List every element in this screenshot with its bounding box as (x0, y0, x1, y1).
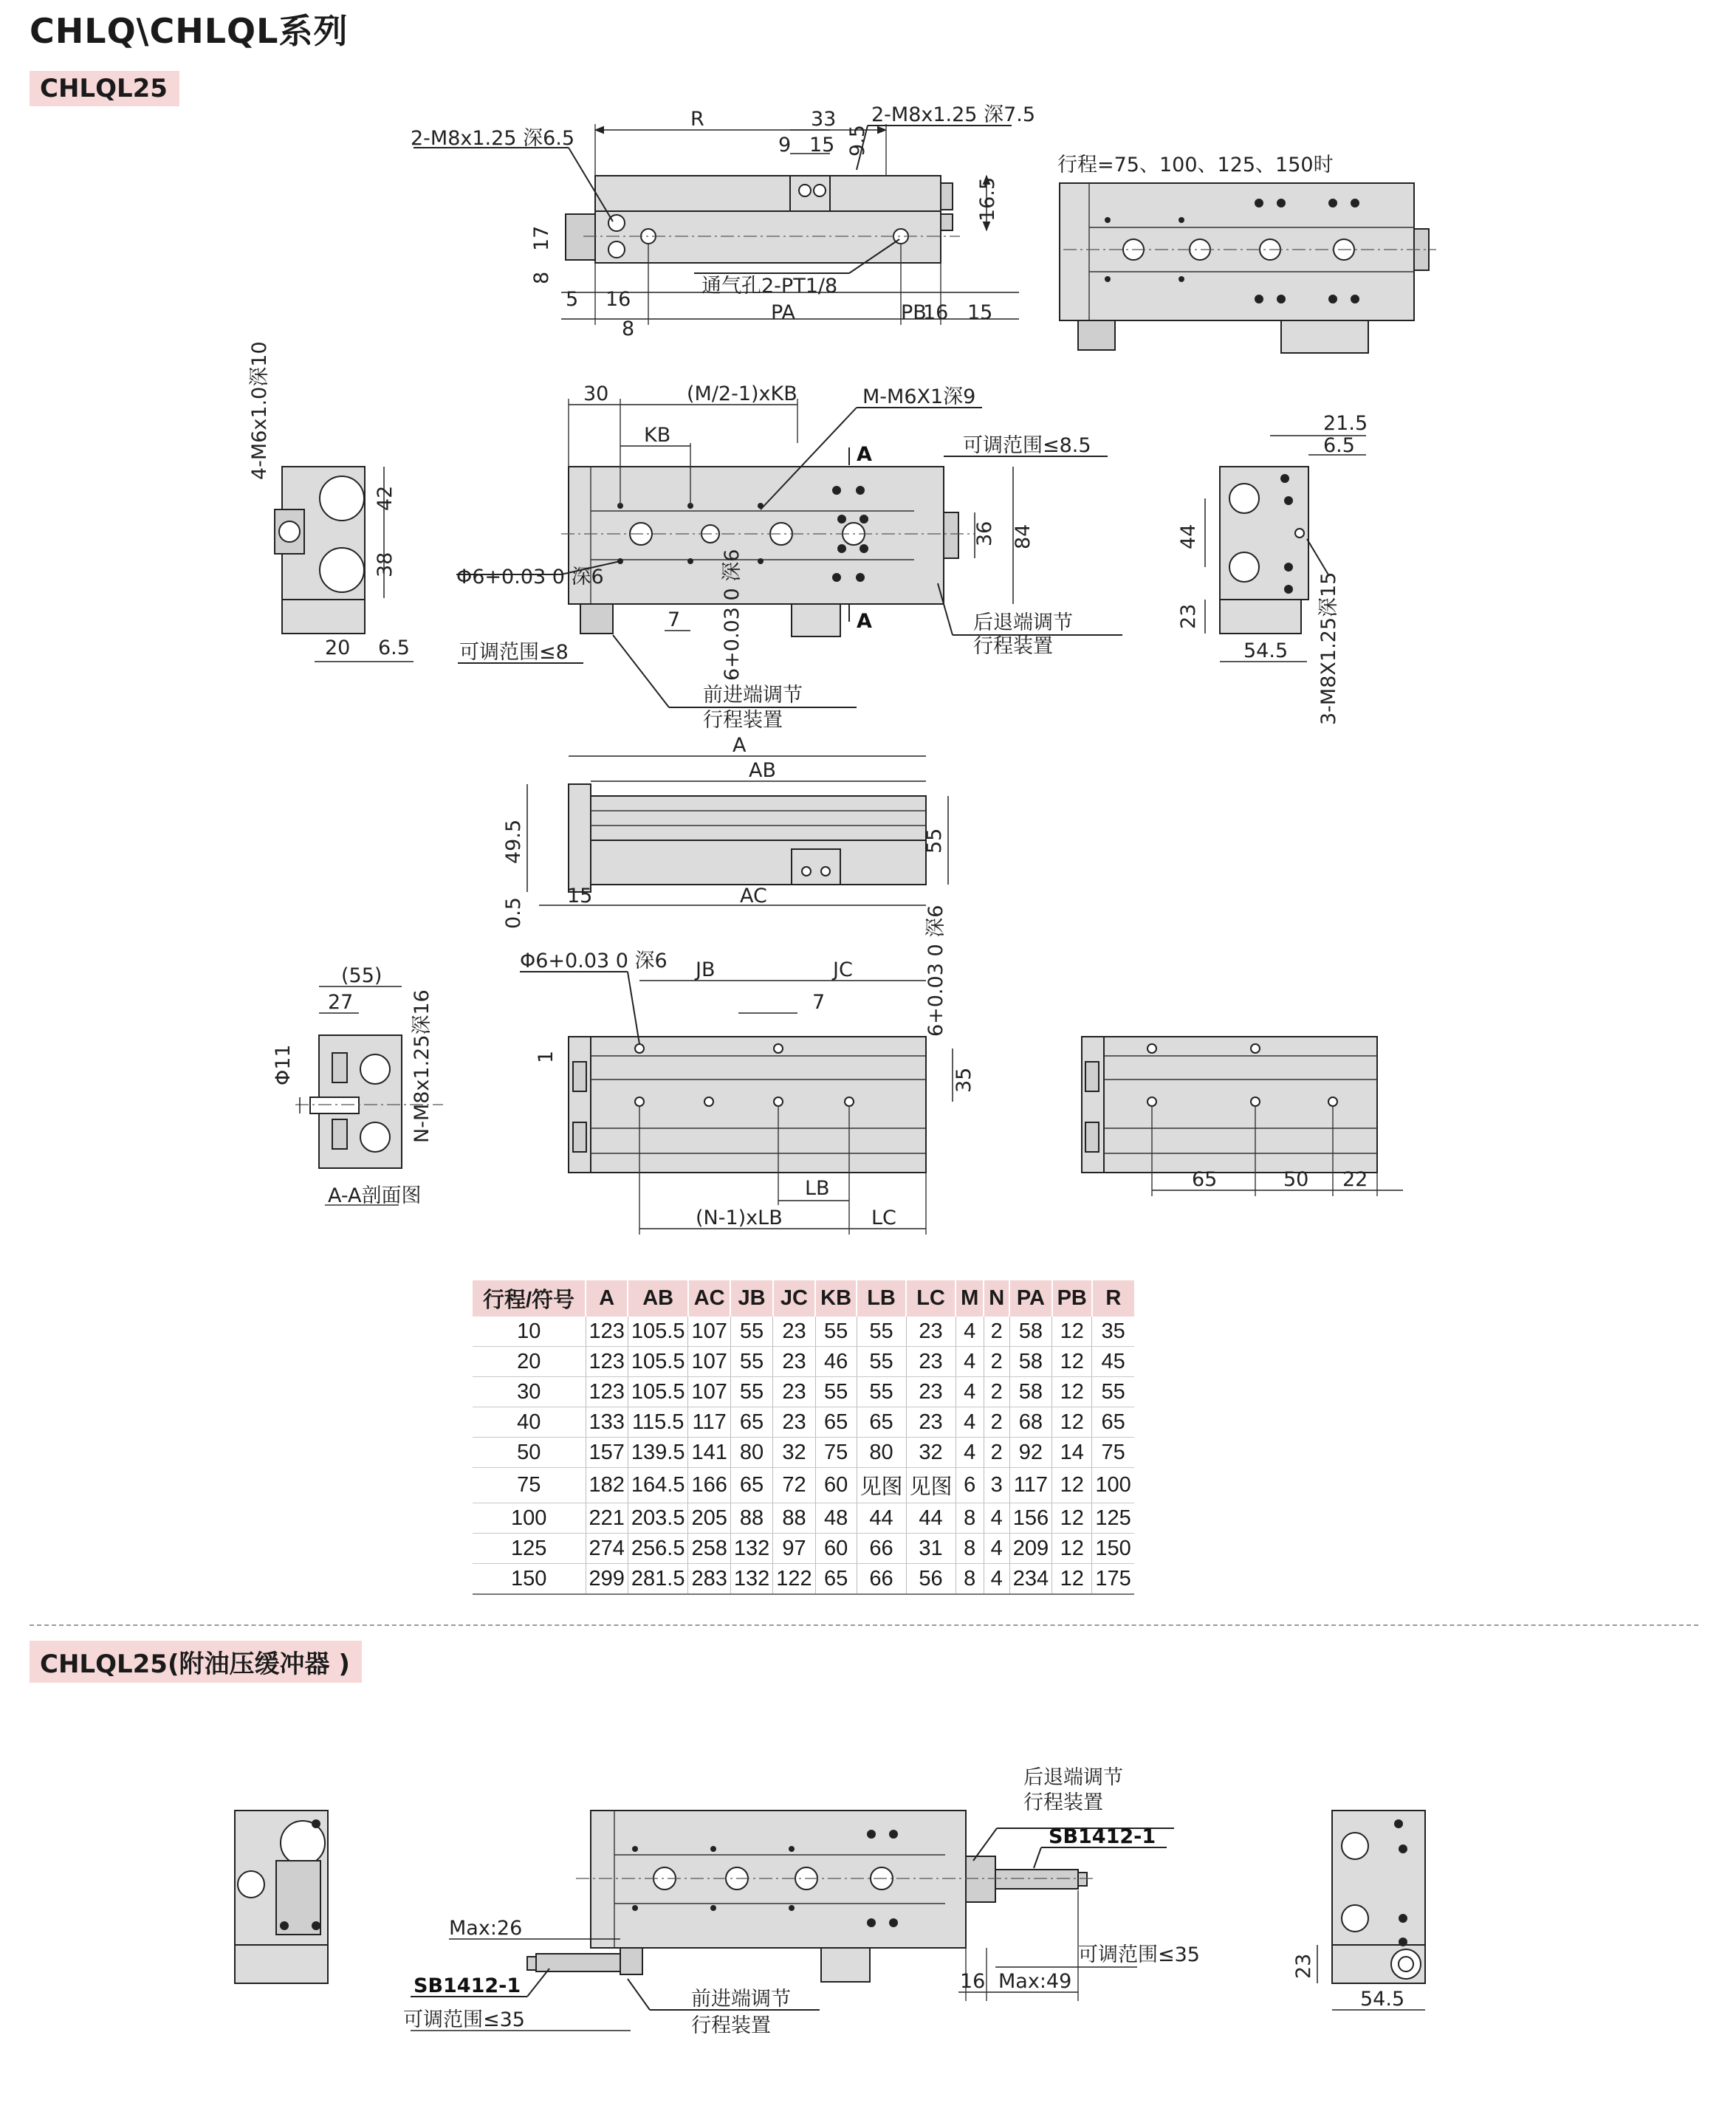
table-cell: 107 (688, 1317, 730, 1347)
table-cell: 209 (1009, 1534, 1051, 1564)
table-cell: 123 (586, 1317, 628, 1347)
table-cell: 35 (1092, 1317, 1134, 1347)
dim-PA: PA (771, 301, 796, 324)
dim-55p: (55) (341, 964, 382, 987)
adj-back: 可调范围≤8.5 (963, 434, 1091, 457)
dim-35: 35 (953, 1067, 975, 1093)
section-mark-bottom: A (857, 610, 872, 633)
dim-7b: 7 (812, 991, 826, 1014)
table-cell: 23 (906, 1407, 956, 1438)
table-cell: 60 (815, 1534, 857, 1564)
table-cell: 2 (984, 1377, 1009, 1407)
table-cell: 55 (857, 1317, 906, 1347)
table-cell: 65 (1092, 1407, 1134, 1438)
plan-view (456, 382, 1122, 732)
bottom-view (520, 905, 975, 1235)
right-end-view (1177, 412, 1368, 725)
section-title-chlql25: CHLQL25 (30, 71, 179, 106)
shock-left-end (235, 1811, 328, 1983)
column-header: N (984, 1280, 1009, 1317)
table-cell: 100 (473, 1503, 586, 1534)
right-end-tap: 3-M8X1.25深15 (1317, 572, 1340, 725)
dim-NLB: (N-1)xLB (696, 1207, 783, 1229)
table-cell: 281.5 (628, 1564, 688, 1595)
dim-0-5: 0.5 (502, 897, 525, 929)
table-cell: 132 (730, 1534, 772, 1564)
dim-23-shock: 23 (1292, 1953, 1315, 1979)
tap-right: 2-M8x1.25 深7.5 (871, 103, 1036, 126)
column-header: LB (857, 1280, 906, 1317)
section-tap: N-M8x1.25深16 (411, 989, 433, 1143)
table-cell: 12 (1052, 1564, 1092, 1595)
table-cell: 55 (815, 1377, 857, 1407)
table-cell: 205 (688, 1503, 730, 1534)
dim-84: 84 (1012, 524, 1035, 549)
table-cell: 65 (815, 1564, 857, 1595)
table-cell: 32 (773, 1438, 815, 1468)
dim-16b: 16 (923, 301, 949, 324)
spec-table (473, 1280, 1134, 1595)
table-cell: 141 (688, 1438, 730, 1468)
column-header: JC (773, 1280, 815, 1317)
stroke-note: 行程=75、100、125、150时 (1057, 154, 1334, 176)
table-cell: 55 (730, 1377, 772, 1407)
table-cell: 23 (773, 1407, 815, 1438)
dim-7: 7 (668, 608, 681, 631)
left-end-view (248, 341, 414, 662)
table-cell: 75 (815, 1438, 857, 1468)
table-cell: 55 (730, 1347, 772, 1377)
table-cell: 80 (857, 1438, 906, 1468)
dim-44: 44 (1177, 524, 1200, 549)
table-cell: 23 (906, 1317, 956, 1347)
phi-11: Φ11 (272, 1044, 295, 1085)
dim-54-5: 54.5 (1243, 639, 1289, 662)
dim-AB: AB (749, 759, 776, 782)
table-cell: 68 (1009, 1407, 1051, 1438)
column-header: A (586, 1280, 628, 1317)
column-header: 行程/符号 (473, 1280, 586, 1317)
column-header: KB (815, 1280, 857, 1317)
dim-8a: 8 (530, 271, 553, 284)
table-cell: 40 (473, 1407, 586, 1438)
table-cell: 274 (586, 1534, 628, 1564)
column-header: AB (628, 1280, 688, 1317)
pin-tol-bottom: 6+0.03 0 深6 (924, 905, 947, 1037)
table-row (473, 1377, 1134, 1407)
table-cell: 2 (984, 1438, 1009, 1468)
table-cell: 见图 (906, 1468, 956, 1503)
table-cell: 105.5 (628, 1347, 688, 1377)
table-cell: 55 (857, 1347, 906, 1377)
table-cell: 100 (1092, 1468, 1134, 1503)
table-cell: 123 (586, 1377, 628, 1407)
dim-36: 36 (973, 521, 996, 546)
table-cell: 2 (984, 1407, 1009, 1438)
pin-tol: 6+0.03 0 深6 (721, 549, 744, 681)
spec-table-header (473, 1280, 1134, 1317)
dim-AC: AC (740, 885, 767, 907)
column-header: PA (1009, 1280, 1051, 1317)
dim-16-shock: 16 (960, 1970, 986, 1993)
table-cell: 见图 (857, 1468, 906, 1503)
table-cell: 12 (1052, 1377, 1092, 1407)
table-cell: 203.5 (628, 1503, 688, 1534)
table-cell: 107 (688, 1377, 730, 1407)
table-cell: 23 (906, 1347, 956, 1377)
table-cell: 80 (730, 1438, 772, 1468)
table-cell: 92 (1009, 1438, 1051, 1468)
table-row (473, 1438, 1134, 1468)
table-cell: 122 (773, 1564, 815, 1595)
table-cell: 2 (984, 1347, 1009, 1377)
front-adj-1: 前进端调节 (703, 684, 803, 707)
table-cell: 46 (815, 1347, 857, 1377)
absorber-left: SB1412-1 (414, 1974, 521, 1997)
front-adj-2: 行程装置 (703, 709, 783, 732)
table-cell: 55 (857, 1377, 906, 1407)
adj-front: 可调范围≤8 (459, 641, 569, 664)
dim-50: 50 (1283, 1168, 1309, 1191)
table-cell: 283 (688, 1564, 730, 1595)
dim-30: 30 (583, 382, 609, 405)
table-cell: 65 (730, 1468, 772, 1503)
dim-22: 22 (1342, 1168, 1368, 1191)
dim-65: 65 (1192, 1168, 1218, 1191)
table-cell: 75 (473, 1468, 586, 1503)
adj-right: 可调范围≤35 (1078, 1943, 1200, 1966)
table-cell: 72 (773, 1468, 815, 1503)
dim-JC: JC (833, 958, 853, 981)
table-cell: 10 (473, 1317, 586, 1347)
dim-LC: LC (871, 1207, 896, 1229)
adj-left: 可调范围≤35 (403, 2008, 525, 2031)
table-cell: 4 (956, 1347, 984, 1377)
dim-mkb: (M/2-1)xKB (687, 382, 797, 405)
table-cell: 156 (1009, 1503, 1051, 1534)
table-cell: 125 (1092, 1503, 1134, 1534)
table-cell: 58 (1009, 1317, 1051, 1347)
table-cell: 55 (1092, 1377, 1134, 1407)
dim-15: 15 (809, 134, 835, 157)
table-cell: 4 (984, 1503, 1009, 1534)
table-cell: 150 (473, 1564, 586, 1595)
dim-54-5-shock: 54.5 (1360, 1988, 1405, 2011)
table-row (473, 1347, 1134, 1377)
dim-LB: LB (805, 1177, 830, 1200)
table-cell: 8 (956, 1503, 984, 1534)
table-cell: 3 (984, 1468, 1009, 1503)
table-cell: 56 (906, 1564, 956, 1595)
table-cell: 88 (730, 1503, 772, 1534)
table-cell: 23 (906, 1377, 956, 1407)
table-cell: 44 (906, 1503, 956, 1534)
table-cell: 12 (1052, 1468, 1092, 1503)
spec-table-body (473, 1317, 1134, 1594)
table-cell: 4 (984, 1534, 1009, 1564)
dim-17: 17 (530, 225, 553, 251)
shock-right-end (1292, 1811, 1425, 2011)
table-cell: 132 (730, 1564, 772, 1595)
max-49: Max:49 (998, 1970, 1072, 1993)
rear-adj-2: 行程装置 (973, 635, 1053, 658)
dim-15b: 15 (967, 301, 993, 324)
table-cell: 221 (586, 1503, 628, 1534)
dim-5: 5 (566, 288, 579, 311)
dim-PB: PB (901, 301, 927, 324)
table-cell: 175 (1092, 1564, 1134, 1595)
table-cell: 4 (956, 1407, 984, 1438)
table-cell: 12 (1052, 1347, 1092, 1377)
shock-front-adj-2: 行程装置 (691, 2014, 771, 2037)
section-mark-top: A (857, 443, 872, 466)
table-cell: 23 (773, 1317, 815, 1347)
table-cell: 2 (984, 1317, 1009, 1347)
table-cell: 12 (1052, 1534, 1092, 1564)
bottom-right-view (1082, 1037, 1403, 1196)
table-cell: 65 (730, 1407, 772, 1438)
dim-33: 33 (811, 108, 837, 131)
table-cell: 117 (688, 1407, 730, 1438)
table-cell: 58 (1009, 1377, 1051, 1407)
dim-R: R (690, 108, 704, 131)
table-cell: 12 (1052, 1317, 1092, 1347)
table-cell: 164.5 (628, 1468, 688, 1503)
table-cell: 258 (688, 1534, 730, 1564)
table-cell: 105.5 (628, 1377, 688, 1407)
dim-55: 55 (923, 828, 946, 854)
dim-16-5: 16.5 (976, 176, 999, 222)
table-cell: 65 (857, 1407, 906, 1438)
plan-tap: M-M6X1深9 (862, 385, 976, 408)
dim-JB: JB (696, 958, 716, 981)
table-cell: 55 (730, 1317, 772, 1347)
dim-9: 9 (778, 134, 792, 157)
dim-21-5: 21.5 (1323, 412, 1368, 435)
side-view (502, 734, 948, 929)
table-cell: 115.5 (628, 1407, 688, 1438)
table-cell: 97 (773, 1534, 815, 1564)
shock-plan-view (403, 1766, 1200, 2037)
max-26: Max:26 (449, 1917, 523, 1940)
table-cell: 45 (1092, 1347, 1134, 1377)
phi-hole: Φ6+0.03 0 深6 (456, 566, 604, 588)
shock-front-adj-1: 前进端调节 (691, 1988, 791, 2011)
table-cell: 32 (906, 1438, 956, 1468)
table-cell: 44 (857, 1503, 906, 1534)
table-cell: 8 (956, 1564, 984, 1595)
table-cell: 65 (815, 1407, 857, 1438)
table-row (473, 1503, 1134, 1534)
dim-15s: 15 (567, 885, 593, 907)
section-caption: A-A剖面图 (328, 1184, 422, 1207)
table-cell: 150 (1092, 1534, 1134, 1564)
table-cell: 4 (984, 1564, 1009, 1595)
table-row (473, 1534, 1134, 1564)
table-cell: 139.5 (628, 1438, 688, 1468)
dim-1: 1 (535, 1050, 557, 1063)
table-row (473, 1407, 1134, 1438)
shock-rear-adj-2: 行程装置 (1023, 1791, 1103, 1814)
top-view (411, 103, 1035, 340)
table-cell: 20 (473, 1347, 586, 1377)
column-header: JB (730, 1280, 772, 1317)
table-cell: 123 (586, 1347, 628, 1377)
table-cell: 6 (956, 1468, 984, 1503)
dim-6-5r: 6.5 (1323, 434, 1355, 457)
table-cell: 66 (857, 1534, 906, 1564)
tap-left: 2-M8x1.25 深6.5 (411, 127, 575, 150)
dim-A: A (733, 734, 747, 757)
table-cell: 182 (586, 1468, 628, 1503)
column-header: AC (688, 1280, 730, 1317)
dim-kb: KB (644, 424, 671, 447)
left-end-tap: 4-M6x1.0深10 (248, 341, 271, 480)
section-view (272, 964, 443, 1207)
page-title: CHLQ\CHLQL系列 (30, 11, 349, 51)
table-row (473, 1564, 1134, 1595)
dim-38: 38 (374, 552, 397, 577)
column-header: R (1092, 1280, 1134, 1317)
table-cell: 4 (956, 1317, 984, 1347)
table-row (473, 1317, 1134, 1347)
table-cell: 117 (1009, 1468, 1051, 1503)
table-cell: 4 (956, 1438, 984, 1468)
table-cell: 60 (815, 1468, 857, 1503)
table-cell: 55 (815, 1317, 857, 1347)
shock-rear-adj-1: 后退端调节 (1023, 1766, 1123, 1789)
dim-27: 27 (328, 991, 354, 1014)
table-cell: 30 (473, 1377, 586, 1407)
table-cell: 4 (956, 1377, 984, 1407)
table-cell: 12 (1052, 1407, 1092, 1438)
table-row (473, 1468, 1134, 1503)
top-right-view (1057, 154, 1436, 353)
dim-42: 42 (374, 485, 397, 511)
dim-6-5: 6.5 (378, 636, 410, 659)
table-cell: 105.5 (628, 1317, 688, 1347)
vent-label: 通气孔2-PT1/8 (701, 275, 838, 298)
table-cell: 88 (773, 1503, 815, 1534)
table-cell: 125 (473, 1534, 586, 1564)
table-cell: 75 (1092, 1438, 1134, 1468)
dim-8b: 8 (622, 318, 635, 340)
table-cell: 8 (956, 1534, 984, 1564)
table-cell: 23 (773, 1377, 815, 1407)
phi-hole-bottom: Φ6+0.03 0 深6 (520, 950, 668, 972)
column-header: M (956, 1280, 984, 1317)
dim-23: 23 (1177, 603, 1200, 629)
table-cell: 31 (906, 1534, 956, 1564)
table-cell: 256.5 (628, 1534, 688, 1564)
table-cell: 58 (1009, 1347, 1051, 1377)
table-cell: 50 (473, 1438, 586, 1468)
table-cell: 14 (1052, 1438, 1092, 1468)
table-cell: 66 (857, 1564, 906, 1595)
table-cell: 133 (586, 1407, 628, 1438)
table-cell: 107 (688, 1347, 730, 1377)
column-header: LC (906, 1280, 956, 1317)
dim-9-5: 9.5 (846, 125, 869, 157)
dim-16: 16 (605, 288, 631, 311)
column-header: PB (1052, 1280, 1092, 1317)
table-cell: 299 (586, 1564, 628, 1595)
section-title-chlql25-shock: CHLQL25(附油压缓冲器 ) (30, 1641, 362, 1683)
table-cell: 234 (1009, 1564, 1051, 1595)
dim-20: 20 (325, 636, 351, 659)
absorber-right: SB1412-1 (1049, 1825, 1156, 1848)
dim-49-5: 49.5 (502, 819, 525, 864)
table-cell: 166 (688, 1468, 730, 1503)
table-cell: 23 (773, 1347, 815, 1377)
table-cell: 48 (815, 1503, 857, 1534)
rear-adj-1: 后退端调节 (973, 611, 1073, 634)
table-cell: 12 (1052, 1503, 1092, 1534)
table-cell: 157 (586, 1438, 628, 1468)
